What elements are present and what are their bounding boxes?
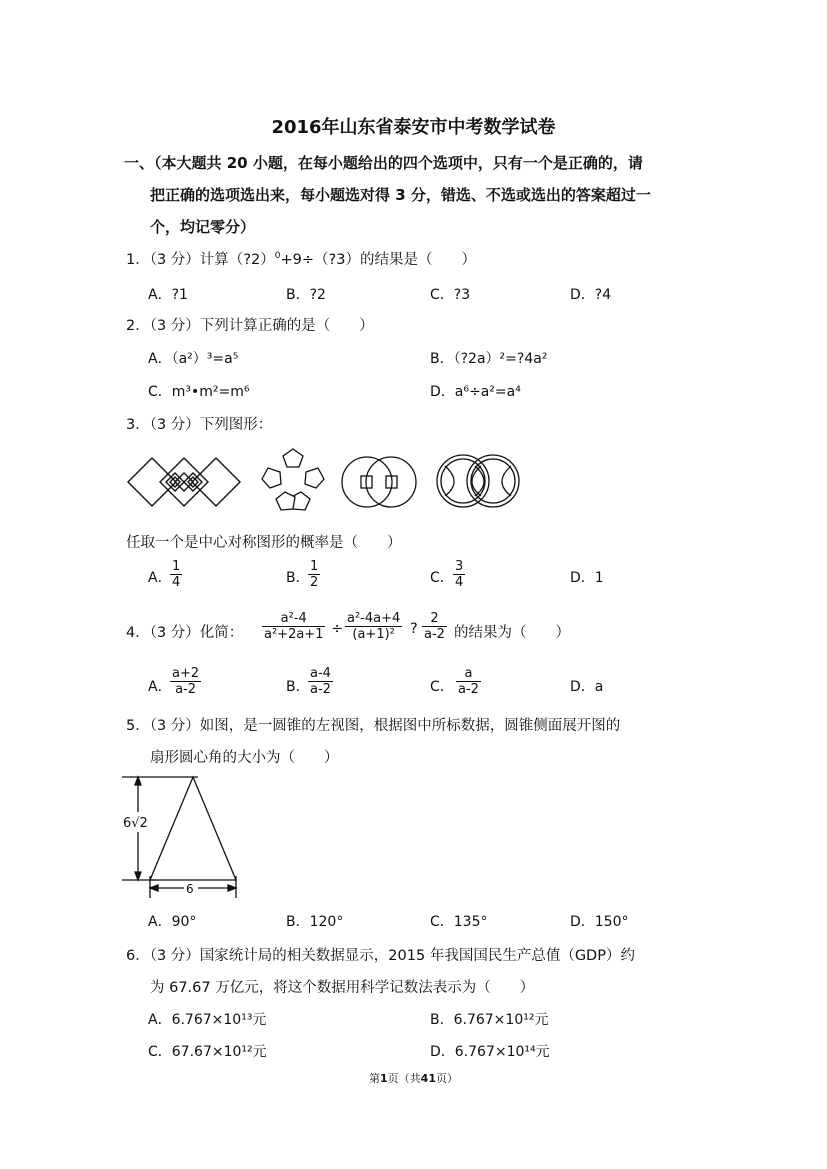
q1-stem-part: 3）的结果是（ ） [336, 252, 476, 268]
option-letter: B．（ [430, 351, 461, 367]
numerator: 1 [172, 559, 181, 574]
q1-option-d [570, 284, 611, 304]
option-value: 1 [179, 287, 188, 303]
numerator: a [464, 666, 473, 681]
question-5-line2: 扇形圆心角的大小为（ ） [150, 750, 339, 766]
q4-option-a-fraction [170, 666, 201, 697]
missing-glyph: ? [243, 252, 252, 268]
page-footer [0, 1070, 827, 1086]
q2-option-d: D．a⁶÷a²=a⁴ [430, 384, 521, 400]
missing-glyph: ? [460, 351, 469, 367]
numerator: 3 [455, 559, 464, 574]
option-value: 2 [317, 287, 326, 303]
question-1-stem [126, 248, 476, 269]
q1-exponent: 0 [274, 251, 281, 262]
q6-option-c: C．67.67×10¹²元 [148, 1044, 267, 1060]
q4-option-a-letter: A． [148, 679, 172, 695]
figure-two-circles-squares [340, 454, 418, 510]
q4-fraction-1 [262, 611, 325, 642]
question-3-stem: 3．（3 分）下列图形： [126, 417, 273, 433]
q3-option-a-fraction [170, 559, 182, 590]
cone-base-label: 6 [186, 882, 194, 896]
denominator: a²+2a+1 [264, 627, 324, 642]
denominator: a-2 [458, 682, 479, 697]
q4-option-c-fraction [456, 666, 481, 697]
missing-glyph: ? [516, 351, 525, 367]
denominator: 2 [310, 575, 319, 590]
q4-option-b-fraction [308, 666, 333, 697]
figure-cone-side-view [120, 770, 244, 902]
q4-fraction-3 [422, 611, 447, 642]
numerator: a+2 [172, 666, 200, 681]
question-3-prompt: 任取一个是中心对称图形的概率是（ ） [126, 535, 402, 551]
q5-option-d: D．150° [570, 914, 629, 930]
numerator: a²-4 [280, 611, 307, 626]
option-value: 4a² [524, 351, 548, 367]
q5-option-b: B．120° [286, 914, 344, 930]
denominator: (a+1)² [352, 627, 395, 642]
q2-option-c: C．m³•m²=m⁶ [148, 384, 250, 400]
missing-glyph: ? [309, 287, 318, 303]
q3-option-c-letter: C． [430, 570, 454, 586]
cone-height-label: 6√2 [123, 816, 148, 831]
q4-option-c-letter: C． [430, 679, 454, 695]
denominator: a-2 [424, 627, 445, 642]
question-6-line1: 6．（3 分）国家统计局的相关数据显示，2015 年我国国民生产总值（GDP）约 [126, 948, 635, 964]
option-letter: C． [430, 287, 454, 303]
option-value: 2a）²= [468, 351, 517, 367]
question-2-stem: 2．（3 分）下列计算正确的是（ ） [126, 318, 374, 334]
denominator: a-2 [310, 682, 331, 697]
q2-option-a: A．（a²）³=a⁵ [148, 351, 239, 367]
section-instructions-line1: 一、（本大题共 20 小题，在每小题给出的四个选项中，只有一个是正确的，请 [124, 154, 643, 172]
total-pages: 41 [420, 1072, 436, 1085]
q6-option-d: D．6.767×10¹⁴元 [430, 1044, 550, 1060]
q3-option-d: D．1 [570, 570, 604, 586]
q4-divide-sign: ÷ [331, 621, 344, 637]
exam-title: 2016年山东省泰安市中考数学试卷 [271, 117, 556, 138]
q6-option-b: B．6.767×10¹²元 [430, 1012, 549, 1028]
section-instructions-line2: 把正确的选项选出来，每小题选对得 3 分，错选、不选或选出的答案超过一 [150, 186, 651, 204]
figure-chained-diamonds [126, 456, 242, 508]
numerator: a-4 [310, 666, 331, 681]
q2-option-b [430, 348, 547, 368]
q4-option-d: D．a [570, 679, 604, 695]
q1-stem-part: 1．（3 分）计算（ [126, 252, 244, 268]
numerator: 2 [430, 611, 439, 626]
missing-glyph: ? [171, 287, 180, 303]
q1-option-a [148, 284, 188, 304]
q3-option-b-letter: B． [286, 570, 310, 586]
option-value: 4 [602, 287, 612, 303]
footer-text: 页） [435, 1072, 458, 1085]
q3-option-a-letter: A． [148, 570, 172, 586]
q3-option-c-fraction [453, 559, 465, 590]
q4-fraction-2 [345, 611, 402, 642]
question-5-line1: 5．（3 分）如图，是一圆锥的左视图，根据图中所标数据，圆锥侧面展开图的 [126, 718, 621, 734]
q1-stem-part: 2） [251, 252, 275, 268]
q1-option-b [286, 284, 326, 304]
footer-text: 第 [369, 1072, 381, 1085]
option-letter: B． [286, 287, 310, 303]
missing-glyph: ? [594, 287, 603, 303]
option-letter: D． [570, 287, 595, 303]
figure-two-circles-arcs [434, 452, 522, 510]
q3-option-b-fraction [308, 559, 320, 590]
numerator: 1 [310, 559, 319, 574]
q5-option-a: A．90° [148, 914, 197, 930]
q6-option-a: A．6.767×10¹³元 [148, 1012, 267, 1028]
question-6-line2: 为 67.67 万亿元，将这个数据用科学记数法表示为（ ） [150, 980, 535, 996]
q5-option-c: C．135° [430, 914, 488, 930]
missing-glyph: ? [410, 621, 418, 637]
denominator: 4 [172, 575, 181, 590]
q1-option-c [430, 284, 470, 304]
numerator: a²-4a+4 [347, 611, 401, 626]
denominator: a-2 [175, 682, 197, 697]
option-letter: A． [148, 287, 172, 303]
denominator: 4 [455, 575, 464, 590]
footer-text: 页（共 [387, 1072, 421, 1085]
figure-pentagon-ring [258, 446, 328, 514]
question-4-tail: 的结果为（ ） [454, 625, 570, 641]
section-instructions-line3: 个，均记零分） [150, 218, 256, 236]
q4-option-b-letter: B． [286, 679, 310, 695]
q1-stem-part: +9÷（ [280, 252, 329, 268]
option-value: 3 [461, 287, 471, 303]
question-4-stem: 4．（3 分）化简： [126, 625, 244, 641]
missing-glyph: ? [328, 252, 337, 268]
missing-glyph: ? [453, 287, 462, 303]
page-number: 1 [380, 1072, 388, 1085]
